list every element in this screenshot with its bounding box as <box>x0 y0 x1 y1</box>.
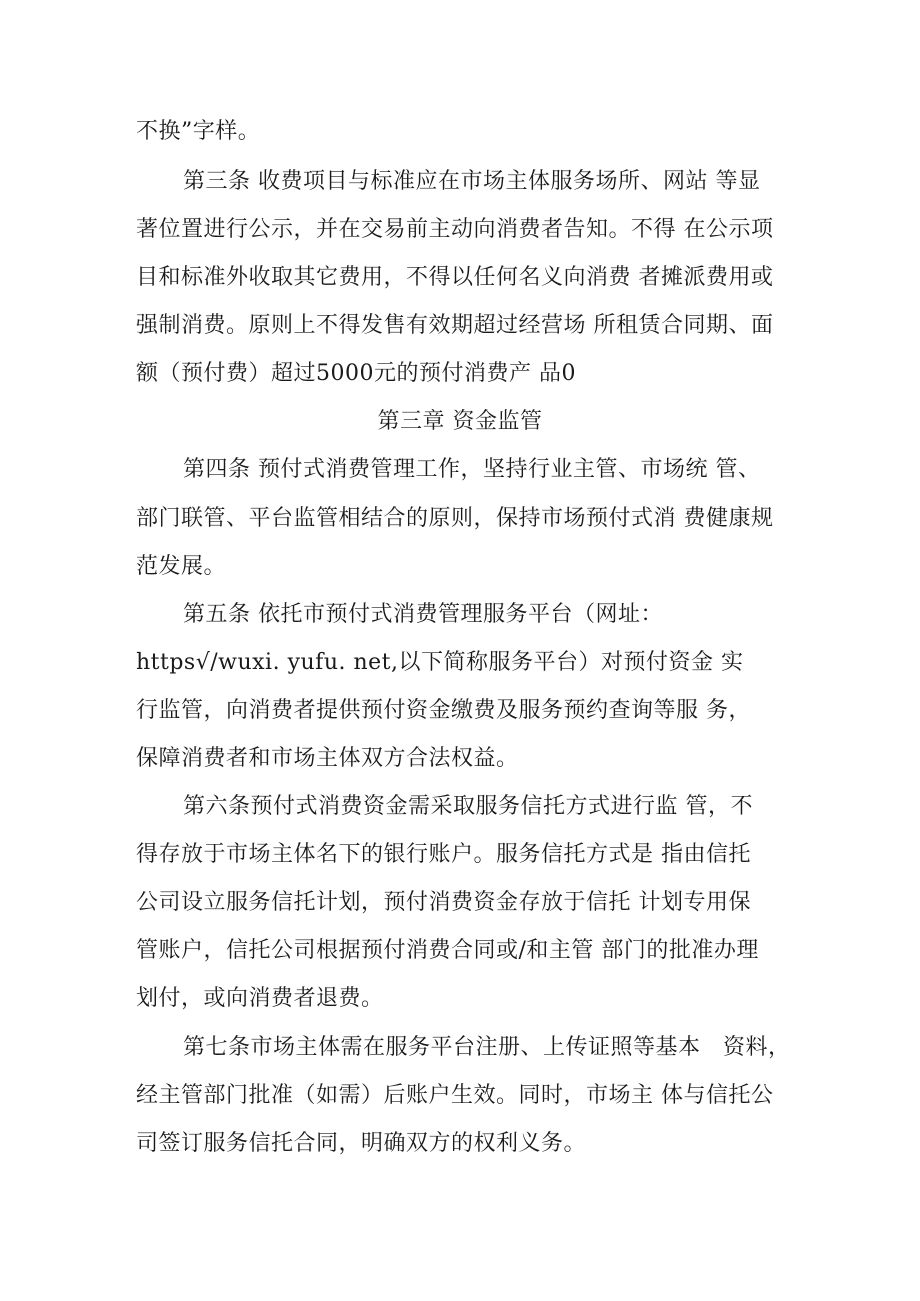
text-line: 不换”字样。 <box>136 119 261 144</box>
text-line: 管账户，信托公司根据预付消费合同或/和主管 部门的批准办理 <box>136 938 759 963</box>
text-line: 部门联管、平台监管相结合的原则，保持市场预付式消 费健康规 <box>136 506 774 531</box>
text-line: 划付，或向消费者退费。 <box>136 986 384 1011</box>
text-line: 强制消费。原则上不得发售有效期超过经营场 所租赁合同期、面 <box>136 313 774 338</box>
text-line: 得存放于市场主体名下的银行账户。服务信托方式是 指由信托 <box>136 842 751 867</box>
article-4-heading-line: 第四条 预付式消费管理工作，坚持行业主管、市场统 管、 <box>183 457 761 482</box>
text-line: 额（预付费）超过5000元的预付消费产 品0 <box>136 361 576 386</box>
text-line: 保障消费者和市场主体双方合法权益。 <box>136 746 519 771</box>
article-3-heading-line: 第三条 收费项目与标准应在市场主体服务场所、网站 等显 <box>183 169 761 194</box>
text-line: 公司设立服务信托计划，预付消费资金存放于信托 计划专用保 <box>136 890 751 915</box>
text-line: 范发展。 <box>136 554 227 579</box>
text-line: 著位置进行公示，并在交易前主动向消费者告知。不得 在公示项 <box>136 217 774 242</box>
article-6-heading-line: 第六条预付式消费资金需采取服务信托方式进行监 管，不 <box>183 794 753 819</box>
text-line: 目和标准外收取其它费用，不得以任何名义向消费 者摊派费用或 <box>136 265 774 290</box>
text-line: 司签订服务信托合同，明确双方的权利义务。 <box>136 1131 587 1156</box>
text-line-url: https√/wuxi. yufu. net,以下简称服务平台）对预付资金 实 <box>136 650 744 675</box>
text-line: 经主管部门批准（如需）后账户生效。同时，市场主 体与信托公 <box>136 1083 774 1108</box>
article-5-heading-line: 第五条 依托市预付式消费管理服务平台（网址： <box>183 602 663 627</box>
article-7-heading-line: 第七条市场主体需在服务平台注册、上传证照等基本 资料， <box>183 1035 791 1060</box>
text-line: 行监管，向消费者提供预付资金缴费及服务预约查询等服 务， <box>136 698 751 723</box>
chapter-3-title: 第三章 资金监管 <box>377 409 543 434</box>
